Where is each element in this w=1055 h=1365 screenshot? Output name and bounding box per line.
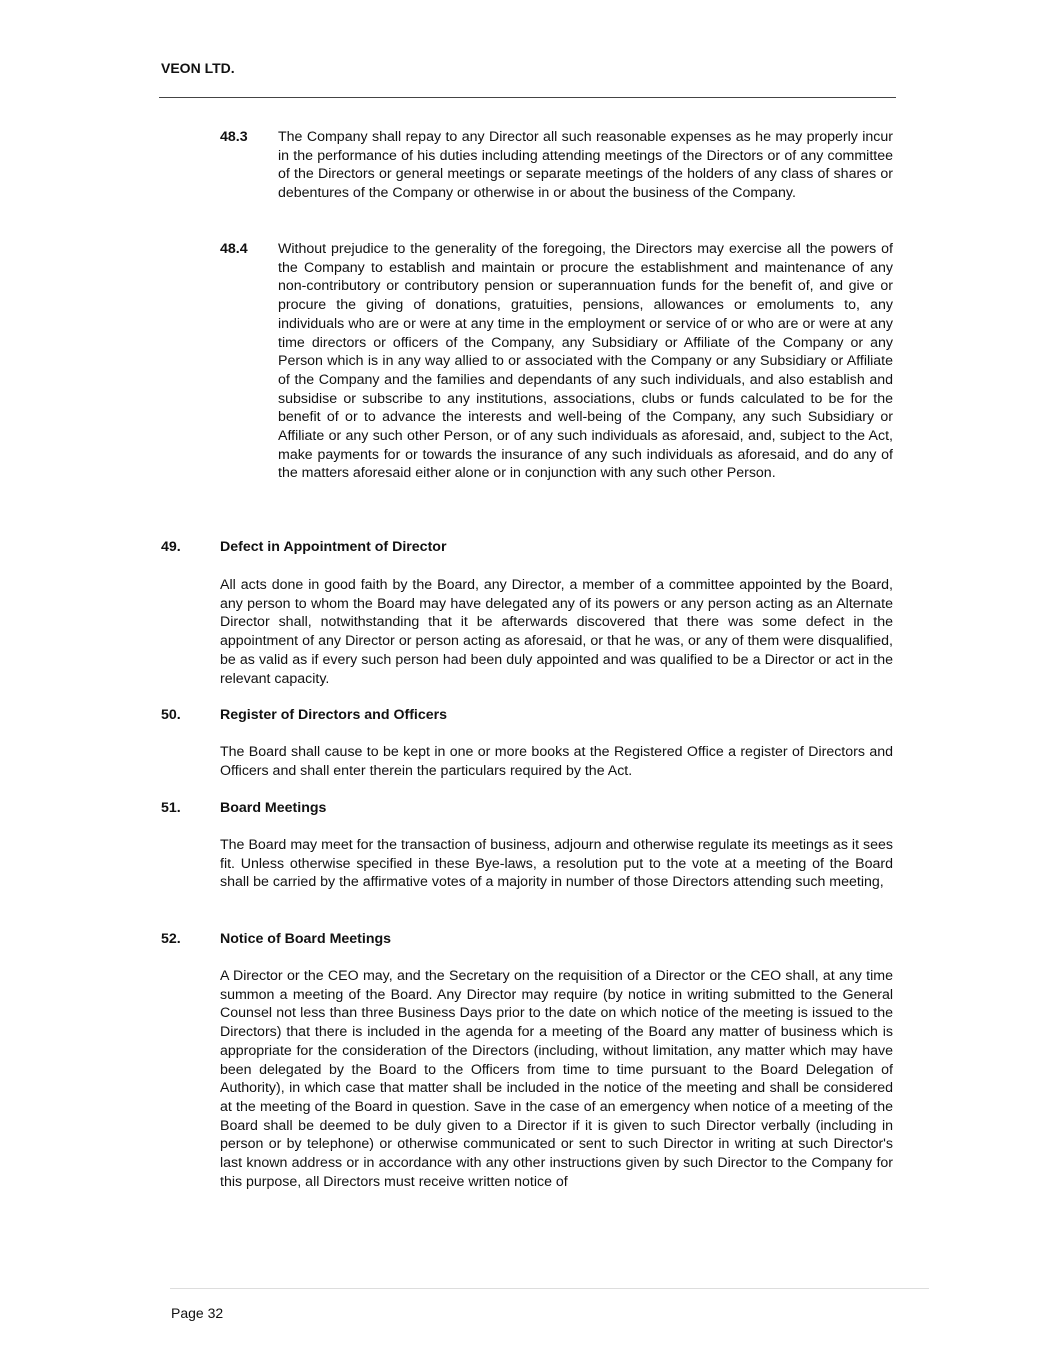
- section-number-49: 49.: [161, 539, 181, 555]
- clause-number-48-3: 48.3: [220, 129, 248, 145]
- section-text-49: All acts done in good faith by the Board, any Director, a member of a committee appointed by the Board, any person to whom the Board may have delegated any of its powers or any person acting as an Alternate Director shall, notwithstanding that it be afterwards discovered that there was some defect in the appointment of any Director or person acting as aforesaid, or that he was, or any of them were disqualified, be as valid as if every such person had been duly appointed and was qualified to be a Director or act in the relevant capacity.: [220, 577, 893, 687]
- section-text-50: The Board shall cause to be kept in one or more books at the Registered Office a register of Directors and Officers and shall enter therein the particulars required by the Act.: [220, 744, 893, 779]
- page-number: Page 32: [171, 1305, 224, 1321]
- section-title-52: Notice of Board Meetings: [220, 931, 392, 947]
- clause-number-48-4: 48.4: [220, 241, 248, 257]
- header-divider: [159, 97, 896, 98]
- section-title-51: Board Meetings: [220, 800, 327, 816]
- section-number-51: 51.: [161, 800, 181, 816]
- section-title-50: Register of Directors and Officers: [220, 707, 448, 723]
- section-number-50: 50.: [161, 707, 181, 723]
- clause-text-48-4: Without prejudice to the generality of the foregoing, the Directors may exercise all the powers of the Company to establish and maintain or procure the establishment and maintenance of any non-contributory or contributory pension or superannuation funds for the benefit of, and give or procure the giving of donations, gratuities, pensions, allowances or emoluments to, any individuals who are or were at any time in the employment or service of or who are or were at any time directors or officers of the Company, any Subsidiary or Affiliate of the Company or any Person which is in any way allied to or associated with the Company or any Subsidiary or Affiliate of the Company and the families and dependants of any such individuals, and also establish and subsidise or subscribe to any institutions, associations, clubs or funds calculated to be for the benefit of or to advance the interests and well-being of the Company, any such Subsidiary or Affiliate or any such other Person, or of any such individuals as aforesaid, and, subject to the Act, make payments for or towards the insurance of any such individuals as aforesaid, and do any of the matters aforesaid either alone or in conjunction with any such other Person.: [278, 241, 893, 482]
- section-text-51: The Board may meet for the transaction of business, adjourn and otherwise regulate its meetings as it sees fit. Unless otherwise specified in these Bye-laws, a resolution put to the vote at a meeting of the Board shall be carried by the affirmative votes of a majority in number of those Directors attending such meeting,: [220, 837, 893, 891]
- section-text-52: A Director or the CEO may, and the Secretary on the requisition of a Director or the CEO shall, at any time summon a meeting of the Board. Any Director may require (by notice in writing submitted to the General Counsel not less than three Business Days prior to the date on which notice of the meeting is issued to the Directors) that there is included in the agenda for a meeting of the Board any matter of business which is appropriate for the consideration of the Directors (including, without limitation, any matter which may have been delegated by the Board to the Officers from time to time pursuant to the Board Delegation of Authority), in which case that matter shall be included in the notice of the meeting and shall be considered at the meeting of the Board in question. Save in the case of an emergency when notice of a meeting of the Board shall be deemed to be duly given to a Director if it is given to such Director verbally (including in person or by telephone) or otherwise communicated or sent to such Director in writing at such Director's last known address or in accordance with any other instructions given by such Director to the Company for this purpose, all Directors must receive written notice of: [220, 968, 893, 1190]
- section-title-49: Defect in Appointment of Director: [220, 539, 447, 555]
- clause-text-48-3: The Company shall repay to any Director all such reasonable expenses as he may properly incur in the performance of his duties including attending meetings of the Directors or of any committee of the Directors or general meetings or separate meetings of the holders of any class of shares or debentures of the Company or otherwise in or about the business of the Company.: [278, 129, 893, 202]
- section-number-52: 52.: [161, 931, 181, 947]
- footer-divider: [170, 1288, 929, 1289]
- document-header-title: VEON LTD.: [161, 60, 235, 76]
